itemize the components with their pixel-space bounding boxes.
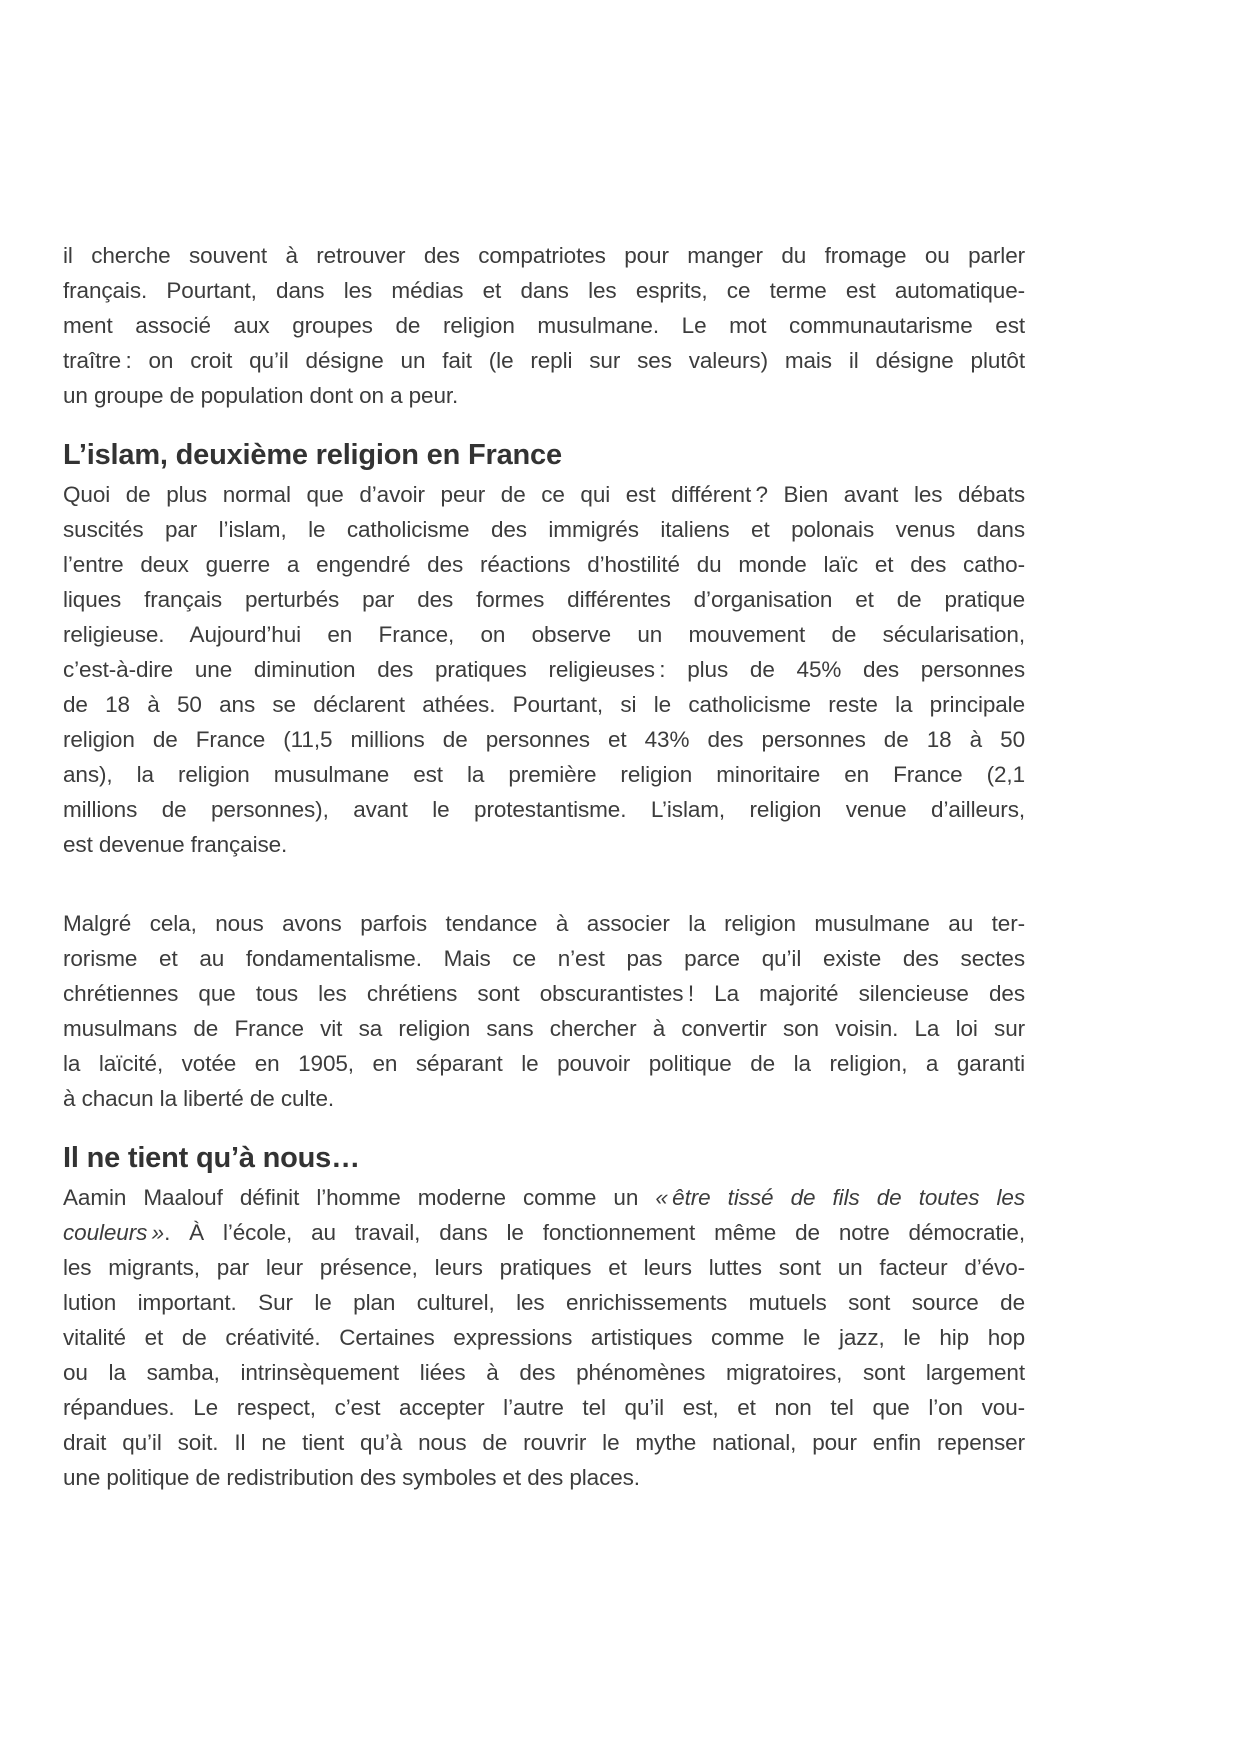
paragraph-line: musulmans de France vit sa religion sans chercher à convertir son voisin. La loi sur bbox=[63, 1016, 1025, 1041]
paragraph-line: rorisme et au fondamentalisme. Mais ce n’est pas parce qu’il existe des sectes bbox=[63, 946, 1025, 971]
conclusion-line1-roman: Aamin Maalouf définit l’homme moderne comme un bbox=[63, 1185, 656, 1210]
text-column bbox=[63, 238, 1025, 1495]
paragraph-line: ans), la religion musulmane est la première religion minoritaire en France (2,1 bbox=[63, 762, 1025, 787]
paragraph-line: traître : on croit qu’il désigne un fait (le repli sur ses valeurs) mais il désigne plutôt bbox=[63, 348, 1025, 373]
paragraph-line: Malgré cela, nous avons parfois tendance à associer la religion musulmane au ter- bbox=[63, 911, 1025, 936]
paragraph-line: ment associé aux groupes de religion musulmane. Le mot communautarisme est bbox=[63, 313, 1025, 338]
paragraph-line: vitalité et de créativité. Certaines expressions artistiques comme le jazz, le hip hop bbox=[63, 1325, 1025, 1350]
paragraph-line: ou la samba, intrinsèquement liées à des phénomènes migratoires, sont largement bbox=[63, 1360, 1025, 1385]
section-heading-nous: Il ne tient qu’à nous… bbox=[63, 1142, 360, 1174]
paragraph-line: est devenue française. bbox=[63, 832, 288, 857]
paragraph-line: lution important. Sur le plan culturel, les enrichissements mutuels sont source de bbox=[63, 1290, 1025, 1315]
paragraph-line: millions de personnes), avant le protestantisme. L’islam, religion venue d’ailleurs, bbox=[63, 797, 1025, 822]
paragraph-line: un groupe de population dont on a peur. bbox=[63, 383, 459, 408]
paragraph-line bbox=[63, 1180, 1025, 1215]
paragraph-tolerance bbox=[63, 906, 1025, 1116]
paragraph-line: liques français perturbés par des formes différentes d’organisation et de pratique bbox=[63, 587, 1025, 612]
paragraph-line: Quoi de plus normal que d’avoir peur de ce qui est différent ? Bien avant les débats bbox=[63, 482, 1025, 507]
paragraph-line: répandues. Le respect, c’est accepter l’autre tel qu’il est, et non tel que l’on vou- bbox=[63, 1395, 1025, 1420]
paragraph-line bbox=[63, 1215, 1025, 1250]
conclusion-line2-roman: . À l’école, au travail, dans le fonctionnement même de notre démocratie, bbox=[164, 1220, 1025, 1245]
paragraph-line: suscités par l’islam, le catholicisme des immigrés italiens et polonais venus dans bbox=[63, 517, 1025, 542]
paragraph-line: à chacun la liberté de culte. bbox=[63, 1086, 335, 1111]
paragraph-line: une politique de redistribution des symboles et des places. bbox=[63, 1465, 640, 1490]
section-heading-islam: L’islam, deuxième religion en France bbox=[63, 439, 562, 471]
quote-italic-segment: couleurs » bbox=[63, 1220, 165, 1245]
paragraph-line: il cherche souvent à retrouver des compatriotes pour manger du fromage ou parler bbox=[63, 243, 1025, 268]
paragraph-line: religieuse. Aujourd’hui en France, on observe un mouvement de sécularisation, bbox=[63, 622, 1025, 647]
paragraph-line: drait qu’il soit. Il ne tient qu’à nous de rouvrir le mythe national, pour enfin repenser bbox=[63, 1430, 1025, 1455]
paragraph-line: les migrants, par leur présence, leurs pratiques et leurs luttes sont un facteur d’évo- bbox=[63, 1255, 1025, 1280]
paragraph-line: de 18 à 50 ans se déclarent athées. Pourtant, si le catholicisme reste la principale bbox=[63, 692, 1025, 717]
paragraph-islam bbox=[63, 477, 1025, 862]
paragraph-conclusion bbox=[63, 1180, 1025, 1495]
paragraph-line: français. Pourtant, dans les médias et dans les esprits, ce terme est automatique- bbox=[63, 278, 1025, 303]
quote-italic-segment: « être tissé de fils de toutes les bbox=[655, 1185, 1025, 1210]
paragraph-line: la laïcité, votée en 1905, en séparant le pouvoir politique de la religion, a garanti bbox=[63, 1051, 1025, 1076]
paragraph-line: chrétiennes que tous les chrétiens sont obscurantistes ! La majorité silencieuse des bbox=[63, 981, 1025, 1006]
paragraph-line: c’est-à-dire une diminution des pratiques religieuses : plus de 45% des personnes bbox=[63, 657, 1025, 682]
paragraph-line: l’entre deux guerre a engendré des réactions d’hostilité du monde laïc et des catho- bbox=[63, 552, 1025, 577]
paragraph-line: religion de France (11,5 millions de personnes et 43% des personnes de 18 à 50 bbox=[63, 727, 1025, 752]
paragraph-intro bbox=[63, 238, 1025, 413]
